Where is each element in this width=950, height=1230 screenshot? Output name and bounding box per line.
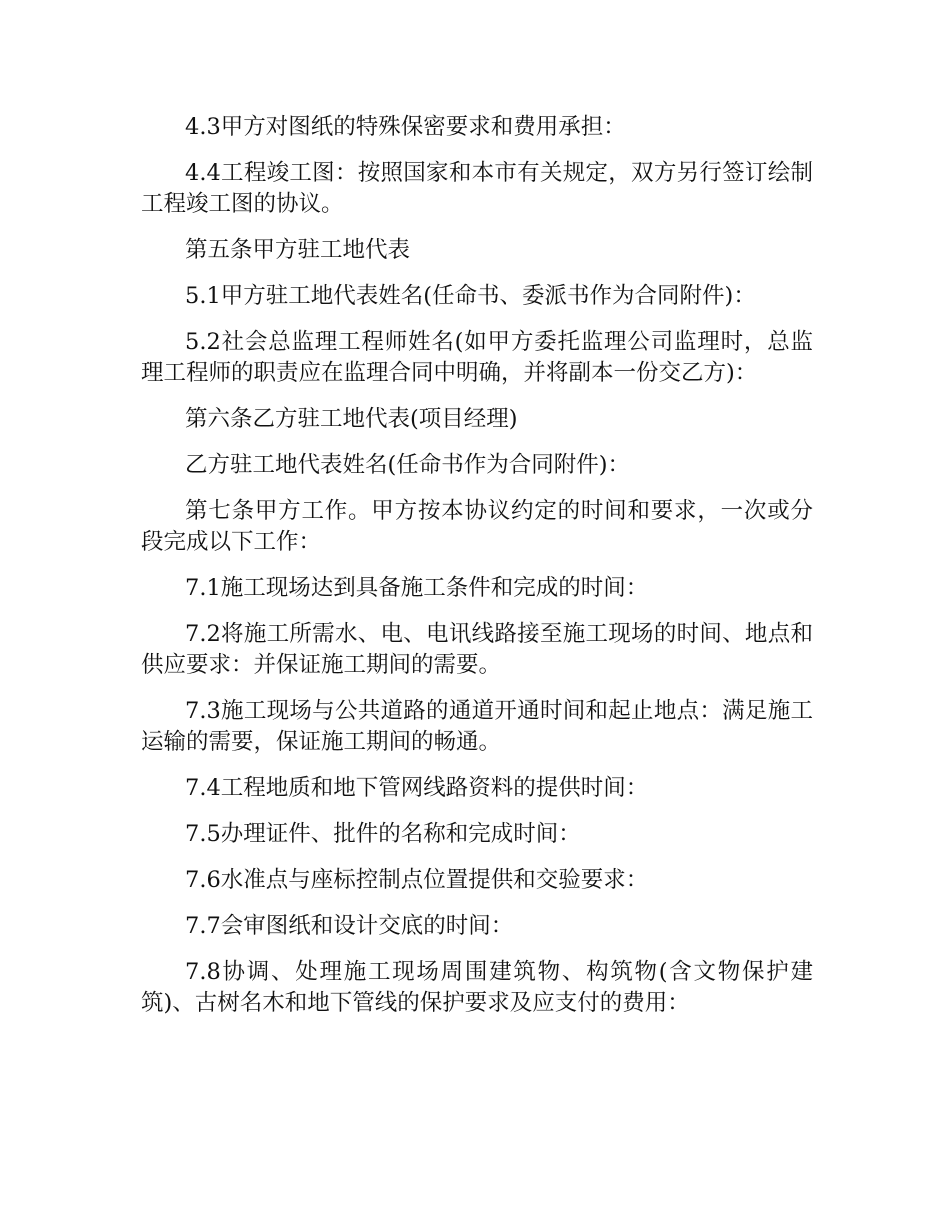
paragraph-7-2: 7.2将施工所需水、电、电讯线路接至施工现场的时间、地点和供应要求：并保证施工期间的需要。 [141, 621, 813, 678]
document-body [141, 112, 813, 1034]
paragraph-4-4: 4.4工程竣工图：按照国家和本市有关规定，双方另行签订绘制工程竣工图的协议。 [141, 160, 813, 217]
paragraph-7-5: 7.5办理证件、批件的名称和完成时间： [185, 821, 581, 847]
paragraph-5-2: 5.2社会总监理工程师姓名(如甲方委托监理公司监理时，总监理工程师的职责应在监理合同中明确，并将副本一份交乙方)： [141, 329, 813, 386]
paragraph-contractor-representative: 乙方驻工地代表姓名(任命书作为合同附件)： [185, 452, 631, 478]
paragraph-7-7: 7.7会审图纸和设计交底的时间： [185, 913, 514, 939]
paragraph-7-4: 7.4工程地质和地下管网线路资料的提供时间： [185, 775, 649, 801]
paragraph-7-6: 7.6水准点与座标控制点位置提供和交验要求： [185, 867, 649, 893]
paragraph-7-3: 7.3施工现场与公共道路的通道开通时间和起止地点：满足施工运输的需要，保证施工期间的畅通。 [141, 698, 813, 755]
paragraph-7-8: 7.8协调、处理施工现场周围建筑物、构筑物(含文物保护建筑)、古树名木和地下管线的保护要求及应支付的费用： [141, 959, 813, 1016]
paragraph-5-1: 5.1甲方驻工地代表姓名(任命书、委派书作为合同附件)： [185, 283, 756, 309]
heading-article-6: 第六条乙方驻工地代表(项目经理) [185, 406, 518, 432]
heading-article-7: 第七条甲方工作。甲方按本协议约定的时间和要求，一次或分段完成以下工作： [141, 498, 813, 555]
paragraph-4-3: 4.3甲方对图纸的特殊保密要求和费用承担： [185, 114, 626, 140]
heading-article-5: 第五条甲方驻工地代表 [185, 237, 411, 263]
paragraph-7-1: 7.1施工现场达到具备施工条件和完成的时间： [185, 575, 649, 601]
